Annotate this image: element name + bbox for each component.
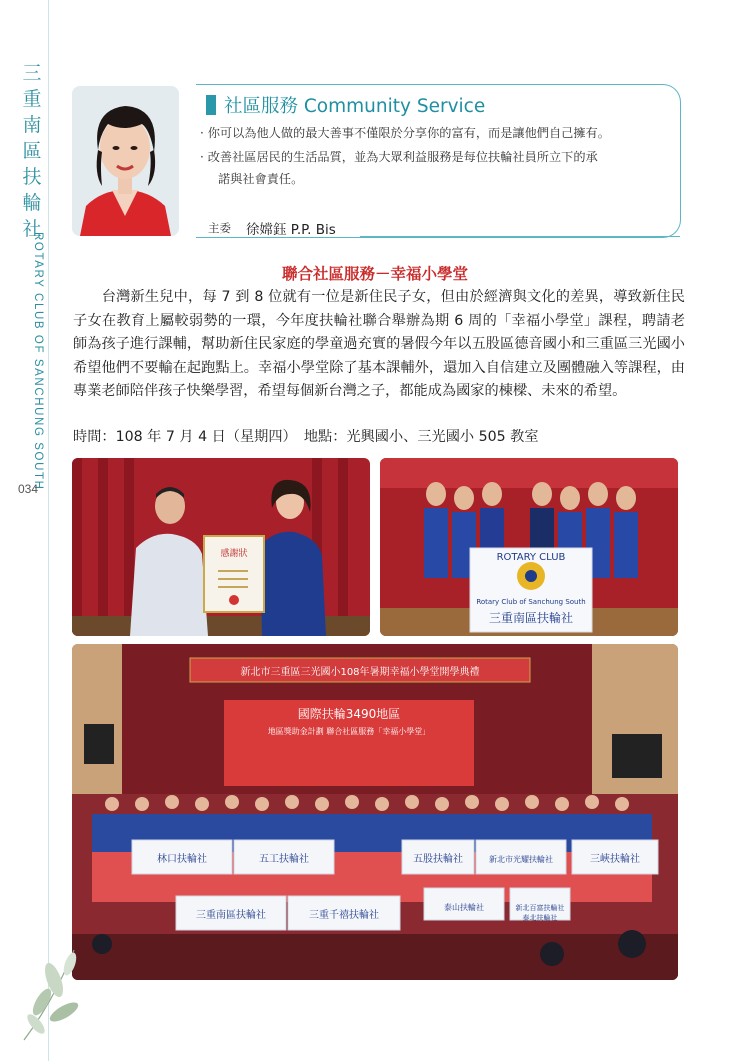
leaf-decoration (14, 940, 124, 1050)
time-place: 時間：108 年 7 月 4 日（星期四） 地點：光興國小、三光國小 505 教室 (73, 429, 539, 445)
ceremony-main-banner: 國際扶輪3490地區 (297, 707, 401, 721)
flag-sanxia: 三峽扶輪社 (590, 854, 640, 865)
service-bullet-2-line-1: · 改善社區居民的生活品質，並為大眾利益服務是每位扶輪社員所立下的承 (200, 150, 598, 164)
service-title-text: 社區服務 Community Service (224, 96, 486, 117)
flag-sub-text: Rotary Club of Sanchung South (476, 598, 586, 606)
flag-sanchung-millennium: 三重千禧扶輪社 (309, 910, 379, 921)
side-divider (48, 0, 49, 1061)
chair-label: 主委 (208, 221, 231, 235)
chair-portrait (72, 86, 179, 236)
ceremony-sub-banner: 地區獎助金計劃 聯合社區服務「幸福小學堂」 (267, 727, 431, 736)
flag-linkou: 林口扶輪社 (157, 854, 207, 865)
flag-club-text: ROTARY CLUB (496, 552, 566, 563)
club-name-vertical-en: ROTARY CLUB OF SANCHUNG SOUTH (32, 232, 44, 491)
photo-certificate-presentation (72, 458, 370, 636)
chair-name: 徐嫦鈺 P.P. Bis (246, 222, 336, 238)
flag-wugong: 五工扶輪社 (259, 854, 309, 865)
flag-taibei: 泰北扶輪社 (522, 914, 558, 922)
chair-underline (360, 236, 680, 237)
service-bullet-1: · 你可以為他人做的最大善事不僅限於分享你的富有，而是讓他們自己擁有。 (200, 126, 610, 140)
photo-group-with-flag (380, 458, 678, 636)
flag-baifu: 新北百富扶輪社 (515, 904, 565, 912)
flag-guangyao: 新北市光耀扶輪社 (489, 855, 553, 864)
club-name-vertical-cn: 三 重 南 區 扶 輪 社 (22, 62, 42, 240)
article-body: 台灣新生兒中，每 7 到 8 位就有一位是新住民子女，但由於經濟與文化的差異，導致新住民子女在教育上屬較弱勢的一環，今年度扶輪社聯合舉辦為期 6 周的「幸福小學堂」課程，聘請老師為孩子進行課輔，幫助新住民家庭的學童過充實的暑假今年以五股區德音國小和三重區三光國小希望他們不要輸在起跑點上。幸福小學堂除了基本課輔外，還加入自信建立及團體融入等課程，由專業老師陪伴孩子快樂學習，希望每個新台灣之子，都能成為國家的棟樑、未來的希望。 (73, 289, 685, 399)
article-title: 聯合社區服務－幸福小學堂 (281, 265, 468, 283)
flag-wugu: 五股扶輪社 (413, 854, 463, 865)
ceremony-top-banner: 新北市三重區三光國小108年暑期幸福小學堂開學典禮 (240, 667, 480, 678)
certificate-heading: 感謝狀 (220, 549, 248, 559)
flag-sanchung-south: 三重南區扶輪社 (196, 910, 266, 921)
flag-taishan: 泰山扶輪社 (444, 903, 484, 912)
title-marker (206, 95, 216, 115)
flag-cn-text: 三重南區扶輪社 (488, 611, 574, 625)
photo-opening-ceremony-group (72, 644, 678, 980)
service-title (206, 92, 485, 118)
service-bullet-2 (200, 146, 678, 190)
page-number: 034 (18, 482, 39, 496)
service-bullet-2-line-2: 諾與社會責任。 (218, 172, 304, 186)
